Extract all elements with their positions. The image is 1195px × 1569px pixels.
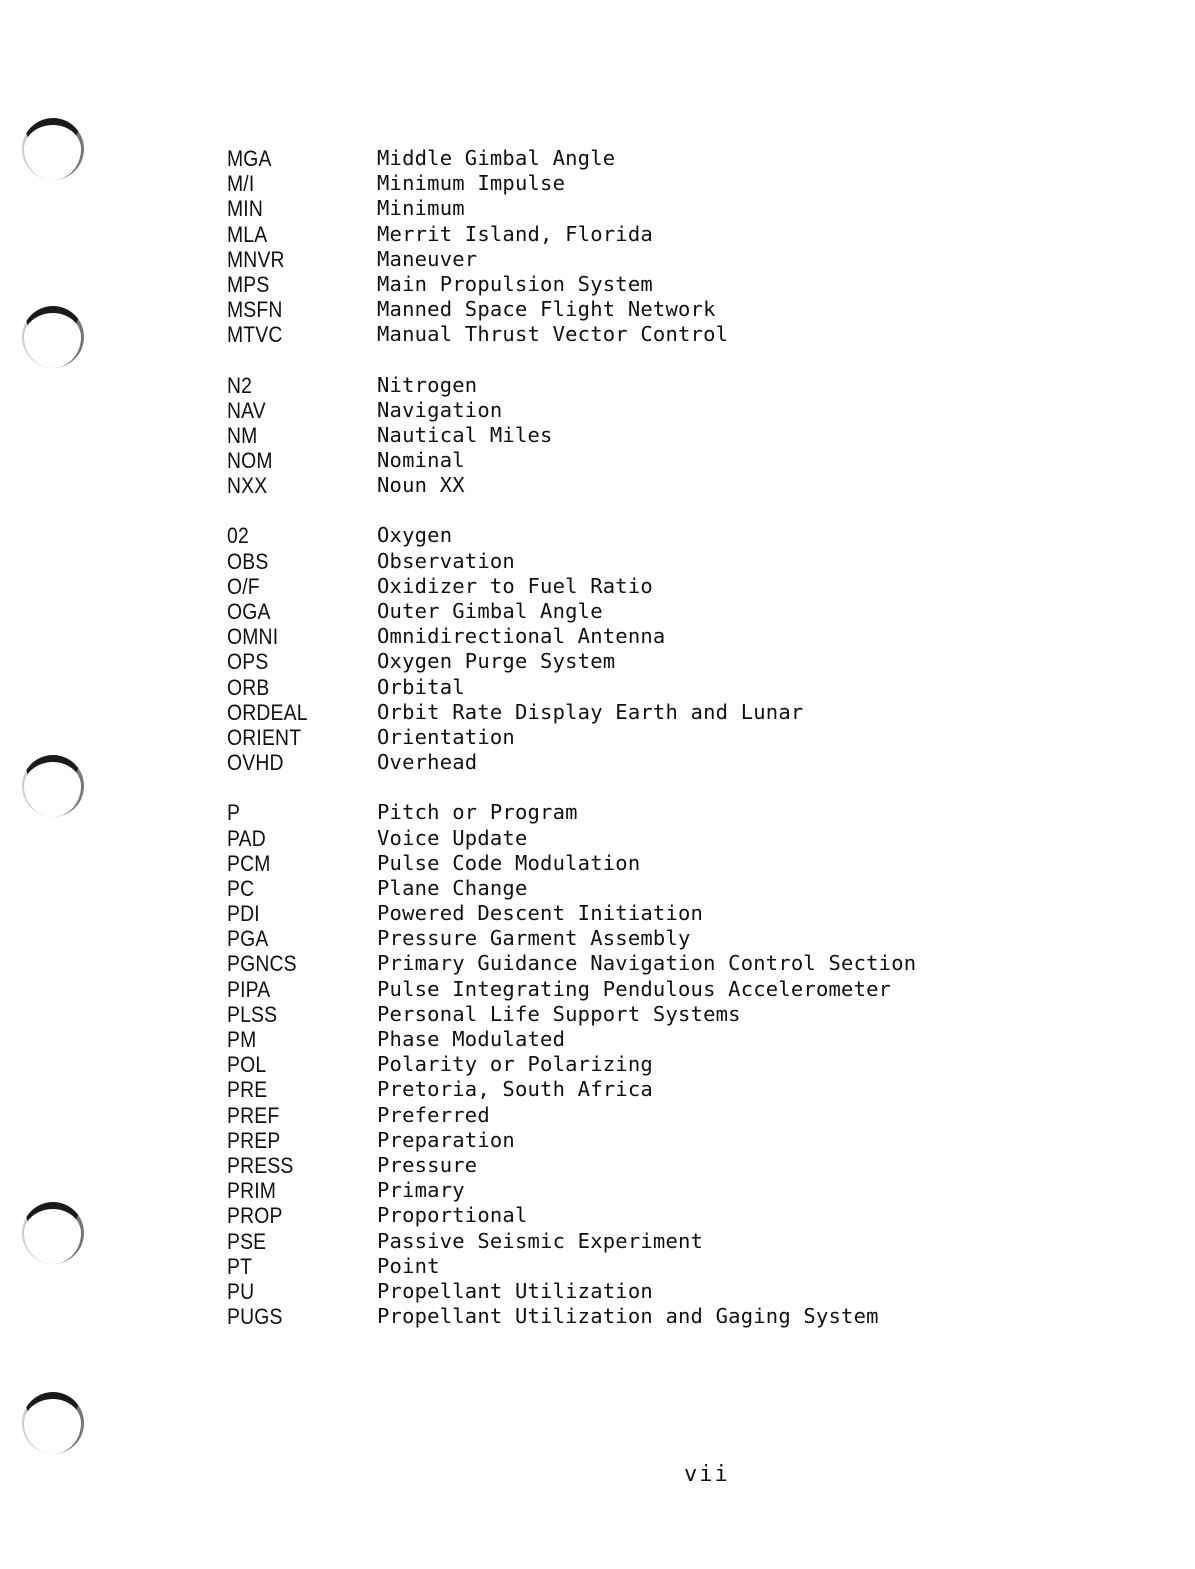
abbreviation: ORIENT <box>227 724 302 750</box>
list-item <box>227 171 967 196</box>
list-item <box>227 1002 967 1027</box>
abbreviation: PCM <box>227 850 271 876</box>
list-item <box>227 1027 967 1052</box>
abbreviation: MGA <box>227 146 272 171</box>
abbreviation: OMNI <box>227 624 279 650</box>
abbreviation: MSFN <box>227 297 283 323</box>
abbreviation: PIPA <box>227 976 271 1002</box>
punch-hole <box>22 1202 84 1264</box>
definition: Preferred <box>377 1102 490 1127</box>
abbreviation: N2 <box>227 372 253 398</box>
abbreviation: PREP <box>227 1127 281 1153</box>
abbreviation: NM <box>227 422 258 448</box>
list-item <box>227 725 967 750</box>
list-item <box>227 1229 967 1254</box>
abbreviation: NXX <box>227 473 268 499</box>
abbreviation: OBS <box>227 548 269 574</box>
definition: Plane Change <box>377 875 528 900</box>
list-item <box>227 876 967 901</box>
abbreviation: PRE <box>227 1077 268 1103</box>
list-item <box>227 649 967 674</box>
abbreviation: OGA <box>227 599 271 624</box>
list-item <box>227 523 967 548</box>
abbreviation: MIN <box>227 196 264 222</box>
list-item <box>227 1128 967 1153</box>
definition: Nitrogen <box>377 372 478 397</box>
definition: Orbital <box>377 674 465 699</box>
definition: Merrit Island, Florida <box>377 221 653 246</box>
list-item <box>227 322 967 347</box>
abbreviation: P <box>227 800 241 826</box>
definition: Manual Thrust Vector Control <box>377 322 729 347</box>
list-item <box>227 1153 967 1178</box>
list-item <box>227 448 967 473</box>
abbreviation-list <box>227 146 967 1354</box>
abbreviation: PLSS <box>227 1001 278 1027</box>
definition: Omnidirectional Antenna <box>377 624 666 649</box>
definition: Oxidizer to Fuel Ratio <box>377 573 653 598</box>
abbreviation: POL <box>227 1052 267 1078</box>
definition: Minimum <box>377 196 465 221</box>
definition: Minimum Impulse <box>377 171 566 196</box>
punch-hole <box>22 755 84 817</box>
abbreviation: PT <box>227 1253 253 1279</box>
abbreviation: OPS <box>227 649 269 675</box>
list-item <box>227 146 967 171</box>
list-item <box>227 977 967 1002</box>
list-item <box>227 272 967 297</box>
abbreviation: ORB <box>227 674 270 700</box>
definition: Propellant Utilization <box>377 1278 653 1303</box>
definition: Phase Modulated <box>377 1027 566 1051</box>
abbreviation: PRESS <box>227 1152 294 1178</box>
definition: Outer Gimbal Angle <box>377 599 603 623</box>
definition: Orientation <box>377 724 515 749</box>
definition: Pitch or Program <box>377 800 578 825</box>
definition: Manned Space Flight Network <box>377 297 716 322</box>
list-item <box>227 549 967 574</box>
abbreviation: M/I <box>227 171 255 197</box>
abbreviation: NOM <box>227 448 273 474</box>
abbreviation: PREF <box>227 1102 280 1128</box>
page-number: vii <box>684 1462 730 1487</box>
list-item <box>227 373 967 398</box>
list-item <box>227 675 967 700</box>
list-item <box>227 750 967 775</box>
list-item <box>227 398 967 423</box>
definition: Pressure <box>377 1152 478 1177</box>
abbreviation: PGA <box>227 926 269 952</box>
definition: Propellant Utilization and Gaging System <box>377 1304 879 1329</box>
definition: Powered Descent Initiation <box>377 901 704 926</box>
definition: Point <box>377 1253 440 1278</box>
list-item <box>227 1178 967 1203</box>
definition: Main Propulsion System <box>377 271 653 296</box>
definition: Polarity or Polarizing <box>377 1052 653 1077</box>
list-item <box>227 473 967 498</box>
list-item <box>227 1052 967 1077</box>
abbreviation-group <box>227 800 967 1329</box>
abbreviation: PDI <box>227 901 260 927</box>
definition: Oxygen Purge System <box>377 649 616 674</box>
abbreviation: PAD <box>227 825 266 851</box>
list-item <box>227 222 967 247</box>
abbreviation: OVHD <box>227 750 284 776</box>
abbreviation-group <box>227 146 967 348</box>
definition: Maneuver <box>377 246 478 271</box>
punch-hole <box>22 1392 84 1454</box>
list-item <box>227 624 967 649</box>
definition: Personal Life Support Systems <box>377 1001 741 1026</box>
list-item <box>227 1103 967 1128</box>
abbreviation: NAV <box>227 397 266 423</box>
definition: Nominal <box>377 448 465 473</box>
list-item <box>227 826 967 851</box>
punch-hole <box>22 306 84 368</box>
list-item <box>227 1304 967 1329</box>
definition: Middle Gimbal Angle <box>377 146 616 170</box>
definition: Observation <box>377 548 515 573</box>
list-item <box>227 574 967 599</box>
abbreviation-group <box>227 373 967 499</box>
abbreviation: PROP <box>227 1203 283 1229</box>
definition: Orbit Rate Display Earth and Lunar <box>377 699 804 724</box>
list-item <box>227 423 967 448</box>
abbreviation: PRIM <box>227 1178 277 1204</box>
list-item <box>227 951 967 976</box>
abbreviation: PGNCS <box>227 951 297 977</box>
definition: Passive Seismic Experiment <box>377 1228 704 1253</box>
definition: Oxygen <box>377 523 453 548</box>
abbreviation: PUGS <box>227 1304 283 1330</box>
abbreviation: PSE <box>227 1228 267 1254</box>
abbreviation: PC <box>227 875 255 901</box>
definition: Proportional <box>377 1203 528 1228</box>
list-item <box>227 851 967 876</box>
list-item <box>227 700 967 725</box>
list-item <box>227 196 967 221</box>
definition: Navigation <box>377 397 503 422</box>
abbreviation: MTVC <box>227 322 283 348</box>
abbreviation: ORDEAL <box>227 699 308 725</box>
list-item <box>227 599 967 624</box>
definition: Voice Update <box>377 825 528 850</box>
definition: Preparation <box>377 1127 515 1152</box>
definition: Overhead <box>377 750 478 775</box>
abbreviation: MLA <box>227 221 268 247</box>
list-item <box>227 901 967 926</box>
abbreviation: PM <box>227 1027 257 1052</box>
list-item <box>227 247 967 272</box>
definition: Pulse Code Modulation <box>377 850 641 875</box>
definition: Pretoria, South Africa <box>377 1077 653 1102</box>
definition: Pressure Garment Assembly <box>377 926 691 951</box>
abbreviation: MNVR <box>227 246 285 272</box>
abbreviation-group <box>227 523 967 775</box>
definition: Primary <box>377 1178 465 1203</box>
list-item <box>227 297 967 322</box>
abbreviation: O/F <box>227 573 260 599</box>
definition: Noun XX <box>377 473 465 498</box>
abbreviation: PU <box>227 1278 255 1304</box>
list-item <box>227 1203 967 1228</box>
abbreviation: MPS <box>227 271 270 297</box>
definition: Primary Guidance Navigation Control Section <box>377 951 917 976</box>
abbreviation: 02 <box>227 523 249 549</box>
list-item <box>227 1077 967 1102</box>
list-item <box>227 1279 967 1304</box>
punch-hole <box>22 118 84 180</box>
definition: Nautical Miles <box>377 422 553 447</box>
definition: Pulse Integrating Pendulous Accelerometer <box>377 976 892 1001</box>
list-item <box>227 1254 967 1279</box>
list-item <box>227 800 967 825</box>
list-item <box>227 926 967 951</box>
